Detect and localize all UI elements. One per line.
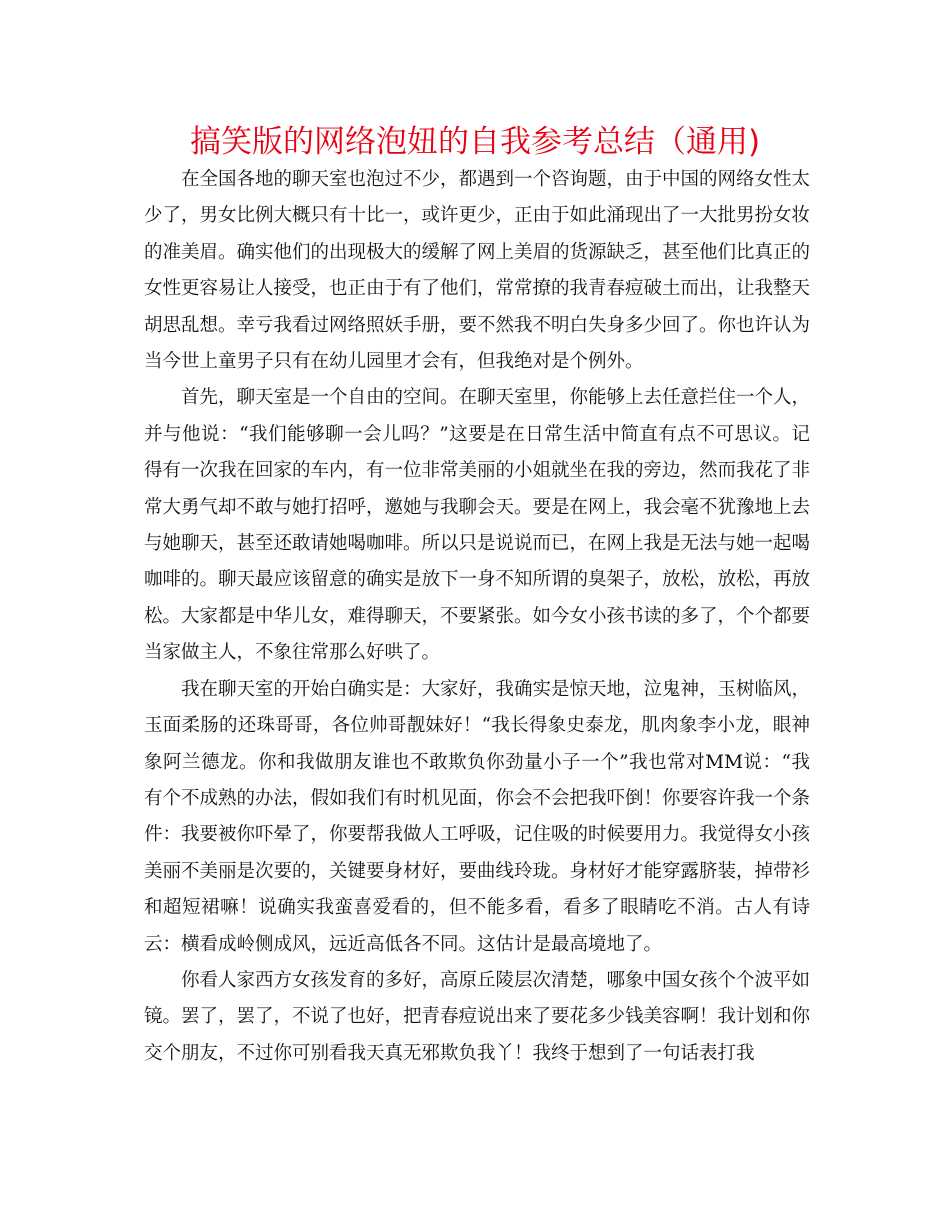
paragraph: 你看人家西方女孩发育的多好，高原丘陵层次清楚，哪象中国女孩个个波平如镜。罢了，罢了，不说了也好，把青春痘说出来了要花多少钱美容啊！我计划和你交个朋友，不过你可别看我天真无邪欺负我丫！我终于想到了一句话表打我 bbox=[144, 969, 811, 1064]
document-body bbox=[144, 162, 810, 1072]
paragraph: 首先，聊天室是一个自由的空间。在聊天室里，你能够上去任意拦住一个人，并与他说：“我们能够聊一会儿吗？”这要是在日常生活中简直有点不可思议。记得有一次我在回家的车内，有一位非常美丽的小姐就坐在我的旁边，然而我花了非常大勇气却不敢与她打招呼，邀她与我聊会天。要是在网上，我会毫不犹豫地上去与她聊天，甚至还敢请她喝咖啡。所以只是说说而已，在网上我是无法与她一起喝咖啡的。聊天最应该留意的确实是放下一身不知所谓的臭架子，放松，放松，再放松。大家都是中华儿女，难得聊天，不要紧张。如今女小孩书读的多了，个个都要当家做主人，不象往常那么好哄了。 bbox=[144, 387, 811, 664]
paragraph: 我在聊天室的开始白确实是：大家好，我确实是惊天地，泣鬼神，玉树临风，玉面柔肠的还珠哥哥，各位帅哥靓妹好！“我长得象史泰龙，肌肉象李小龙，眼神象阿兰德龙。你和我做朋友谁也不敢欺负你劲量小子一个”我也常对MM说：“我有个不成熟的办法，假如我们有时机见面，你会不会把我吓倒！你要容许我一个条件：我要被你吓晕了，你要帮我做人工呼吸，记住吸的时候要用力。我觉得女小孩美丽不美丽是次要的，关键要身材好，要曲线玲珑。身材好才能穿露脐装，掉带衫和超短裙嘛！说确实我蛮喜爱看的，但不能多看，看多了眼睛吃不消。古人有诗云：横看成岭侧成风，远近高低各不同。这估计是最高境地了。 bbox=[144, 678, 811, 955]
paragraph: 在全国各地的聊天室也泡过不少，都遇到一个咨询题，由于中国的网络女性太少了，男女比例大概只有十比一，或许更少，正由于如此涌现出了一大批男扮女妆的准美眉。确实他们的出现极大的缓解了网上美眉的货源缺乏，甚至他们比真正的女性更容易让人接受，也正由于有了他们，常常撩的我青春痘破土而出，让我整天胡思乱想。幸亏我看过网络照妖手册，要不然我不明白失身多少回了。你也许认为当今世上童男子只有在幼儿园里才会有，但我绝对是个例外。 bbox=[144, 169, 811, 373]
document-title: 搞笑版的网络泡妞的自我参考总结（通用) bbox=[189, 124, 761, 160]
